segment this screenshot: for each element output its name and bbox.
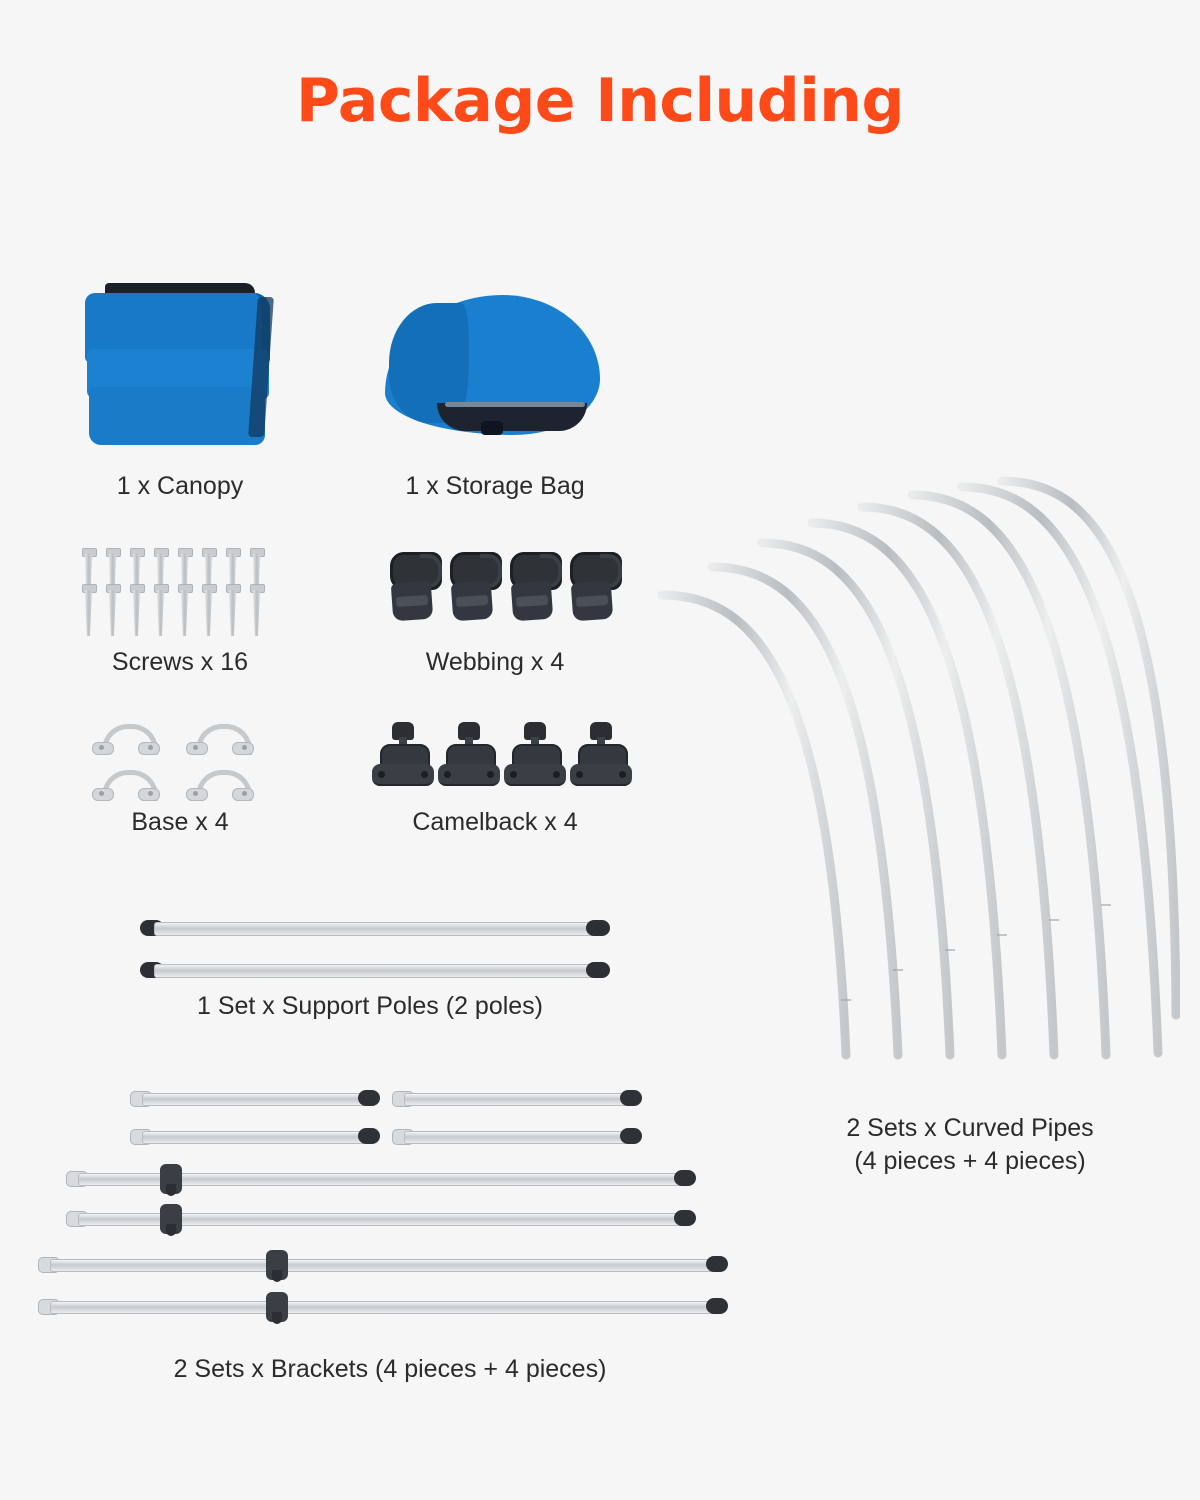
- bracket-pole-icon-group: [30, 1070, 750, 1330]
- straight-pole-icon-group: [140, 920, 620, 990]
- camelback-label: Camelback x 4: [412, 808, 578, 836]
- storage-bag-icon: [385, 295, 605, 450]
- base-bracket-icon-group: [92, 724, 272, 806]
- support-poles-label: 1 Set x Support Poles (2 poles): [196, 992, 544, 1020]
- storage-bag-label: 1 x Storage Bag: [405, 472, 585, 500]
- base-label: Base x 4: [131, 808, 229, 836]
- screws-label: Screws x 16: [111, 648, 249, 676]
- folded-canopy-icon: [85, 283, 275, 448]
- webbing-strap-icon-group: [390, 552, 620, 634]
- canopy-label: 1 x Canopy: [116, 472, 244, 500]
- curved-pipes-label: [770, 1112, 1170, 1177]
- camelback-clamp-icon-group: [372, 722, 622, 802]
- curved-pipe-icon-group: [640, 455, 1180, 1075]
- page-title: Package Including: [296, 66, 904, 136]
- brackets-label: 2 Sets x Brackets (4 pieces + 4 pieces): [173, 1355, 607, 1383]
- curved-pipes-label-line2: (4 pieces + 4 pieces): [854, 1146, 1086, 1175]
- webbing-label: Webbing x 4: [425, 648, 565, 676]
- screw-icon-group: [84, 548, 269, 640]
- curved-pipes-label-line1: 2 Sets x Curved Pipes: [846, 1114, 1094, 1142]
